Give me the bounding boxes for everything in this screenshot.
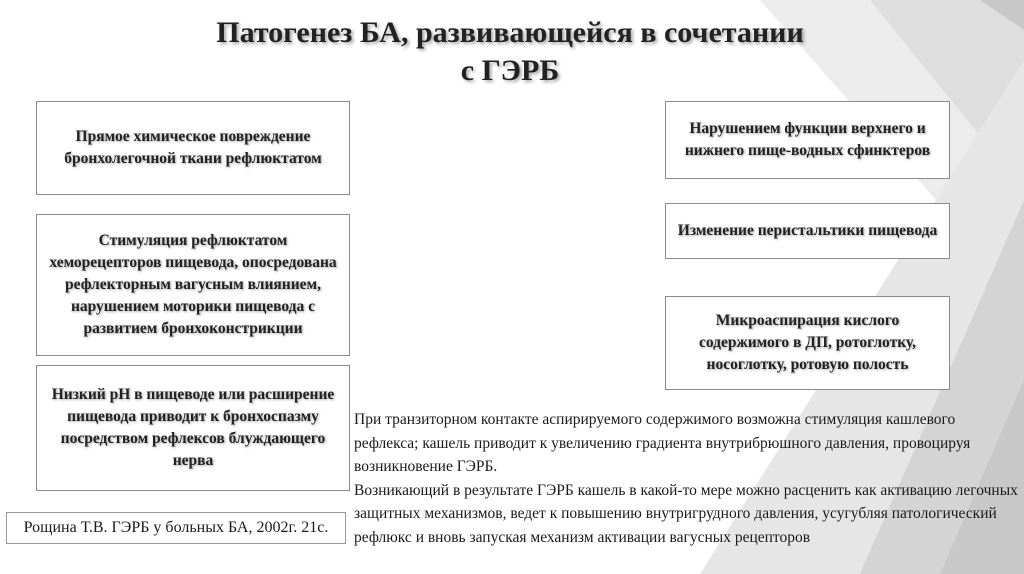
right-box-microaspiration: Микроаспирация кислого содержимого в ДП, ротоглотку, носоглотку, ротовую полость [665,296,950,390]
title-line-2: с ГЭРБ [460,54,560,87]
note-paragraph-1: При транзиторном контакте аспирируемого содержимого возможна стимуляция кашлевого рефлекса; кашель приводит к увеличению градиента внутрибрюшного давления, провоцируя возникновение ГЭРБ. [354,411,971,475]
title-line-1: Патогенез БА, развивающейся в сочетании [216,16,804,49]
note-paragraph-2: Возникающий в результате ГЭРБ кашель в какой-то мере можно расценить как активацию легочных защитных механизмов, ведет к повышению внутригрудного давления, усугубляя патологический рефлюкс и вновь запуская механизм активации вагусных рецепторов [354,481,1018,546]
left-box-direct-damage: Прямое химическое повреждение бронхолегочной ткани рефлюктатом [36,101,350,195]
left-box-low-ph: Низкий рН в пищеводе или расширение пищевода приводит к бронхоспазму посредством рефлексов блуждающего нерва [36,365,350,491]
right-box-peristalsis: Изменение перистальтики пищевода [665,203,950,259]
right-box-sphincter: Нарушением функции верхнего и нижнего пище-водных сфинктеров [665,101,950,179]
citation-box: Рощина Т.В. ГЭРБ у больных БА, 2002г. 21с. [6,512,346,544]
left-box-stimulation: Стимуляция рефлюктатом хеморецепторов пищевода, опосредована рефлекторным вагусным влиянием, нарушением моторики пищевода с развитием бронхоконстрикции [36,214,350,356]
explanatory-note [354,408,1020,549]
slide-title [150,14,870,90]
